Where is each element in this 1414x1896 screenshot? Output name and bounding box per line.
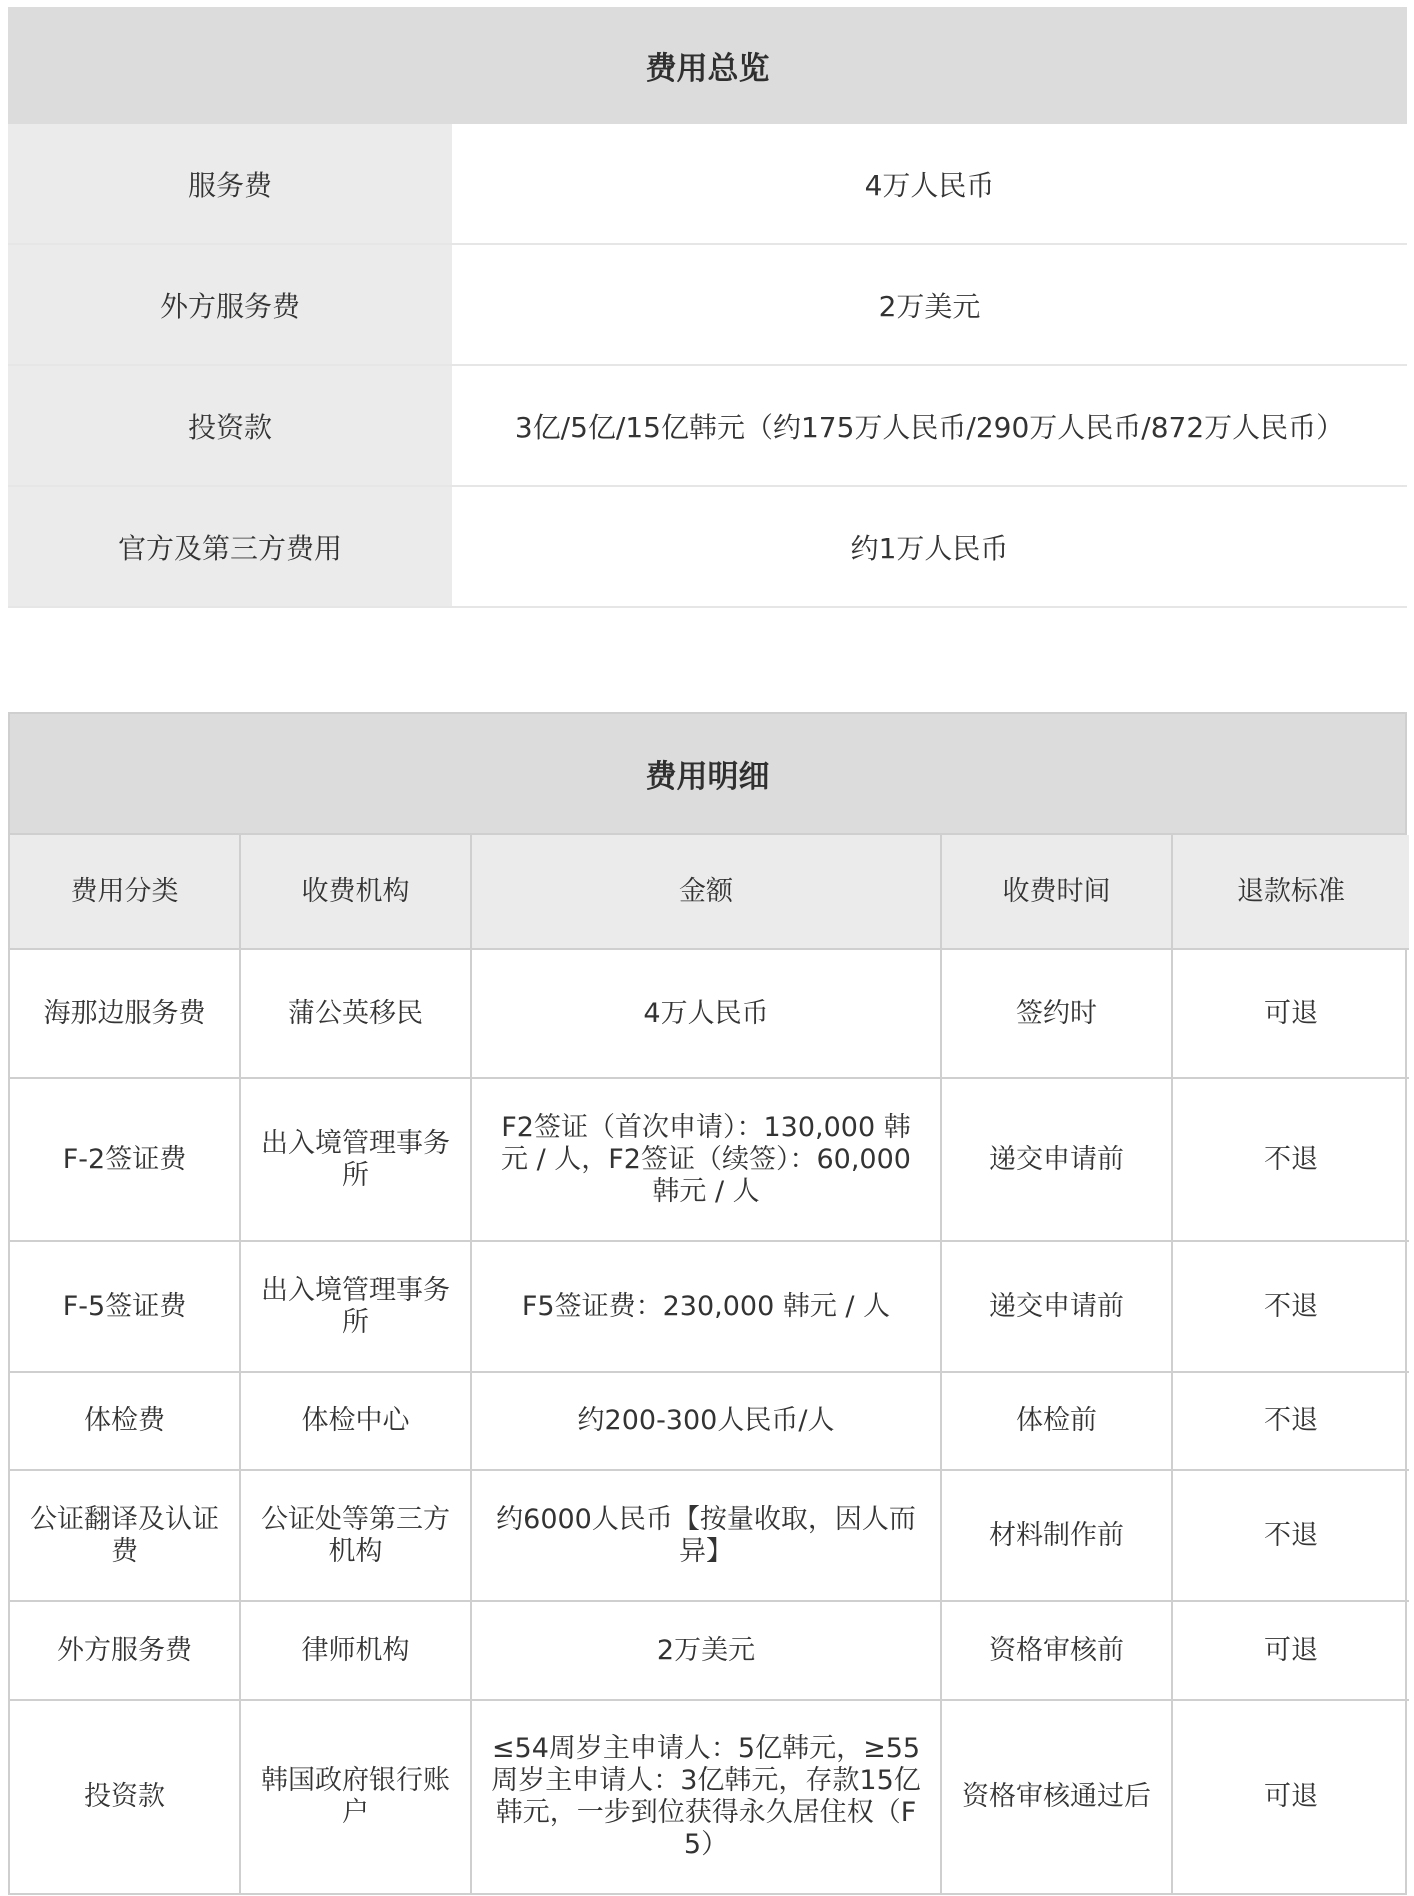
cell-time: 资格审核通过后	[941, 1700, 1172, 1893]
cell-refund: 不退	[1172, 1372, 1409, 1470]
column-header-org: 收费机构	[240, 835, 471, 949]
overview-row-value: 约1万人民币	[452, 487, 1407, 606]
cell-category: 体检费	[10, 1372, 240, 1470]
table-row	[10, 1372, 1409, 1470]
column-header-amount: 金额	[471, 835, 941, 949]
cell-org: 韩国政府银行账户	[240, 1700, 471, 1893]
cell-time: 签约时	[941, 949, 1172, 1078]
cell-amount: 4万人民币	[471, 949, 941, 1078]
cell-time: 材料制作前	[941, 1470, 1172, 1601]
table-row	[10, 1601, 1409, 1700]
cell-category: 公证翻译及认证费	[10, 1470, 240, 1601]
table-row	[10, 1078, 1409, 1241]
fee-detail-table	[8, 712, 1407, 1895]
cell-org: 体检中心	[240, 1372, 471, 1470]
overview-row-value: 2万美元	[452, 245, 1407, 364]
cell-amount: 约6000人民币【按量收取，因人而异】	[471, 1470, 941, 1601]
cell-category: 投资款	[10, 1700, 240, 1893]
table-header-row	[10, 835, 1409, 949]
cell-time: 体检前	[941, 1372, 1172, 1470]
cell-org-link[interactable]: 蒲公英移民	[240, 949, 471, 1078]
column-header-category: 费用分类	[10, 835, 240, 949]
overview-row	[8, 245, 1407, 366]
cell-time: 递交申请前	[941, 1241, 1172, 1372]
cell-org: 公证处等第三方机构	[240, 1470, 471, 1601]
table-row	[10, 1700, 1409, 1893]
fee-detail-grid	[10, 835, 1409, 1893]
column-header-refund: 退款标准	[1172, 835, 1409, 949]
table-row	[10, 1470, 1409, 1601]
overview-row	[8, 124, 1407, 245]
cell-category: F-2签证费	[10, 1078, 240, 1241]
cell-org: 出入境管理事务所	[240, 1078, 471, 1241]
cell-refund: 不退	[1172, 1078, 1409, 1241]
cell-refund: 可退	[1172, 949, 1409, 1078]
overview-row	[8, 487, 1407, 608]
cell-amount: F5签证费：230,000 韩元 / 人	[471, 1241, 941, 1372]
overview-row-label: 外方服务费	[8, 245, 452, 364]
cell-category: 外方服务费	[10, 1601, 240, 1700]
overview-row-value: 3亿/5亿/15亿韩元（约175万人民币/290万人民币/872万人民币）	[452, 366, 1407, 485]
fee-overview-title: 费用总览	[8, 7, 1407, 124]
overview-row-label: 官方及第三方费用	[8, 487, 452, 606]
column-header-time: 收费时间	[941, 835, 1172, 949]
overview-row-label: 服务费	[8, 124, 452, 243]
cell-refund: 可退	[1172, 1700, 1409, 1893]
fee-overview-table	[8, 7, 1407, 608]
table-row	[10, 949, 1409, 1078]
overview-row	[8, 366, 1407, 487]
cell-org: 出入境管理事务所	[240, 1241, 471, 1372]
overview-row-label: 投资款	[8, 366, 452, 485]
cell-amount: 约200-300人民币/人	[471, 1372, 941, 1470]
cell-amount: 2万美元	[471, 1601, 941, 1700]
cell-category: F-5签证费	[10, 1241, 240, 1372]
cell-refund: 不退	[1172, 1241, 1409, 1372]
overview-row-value: 4万人民币	[452, 124, 1407, 243]
fee-detail-title: 费用明细	[10, 714, 1405, 835]
cell-time: 资格审核前	[941, 1601, 1172, 1700]
table-row	[10, 1241, 1409, 1372]
cell-org: 律师机构	[240, 1601, 471, 1700]
cell-refund: 可退	[1172, 1601, 1409, 1700]
cell-time: 递交申请前	[941, 1078, 1172, 1241]
cell-category: 海那边服务费	[10, 949, 240, 1078]
cell-amount: ≤54周岁主申请人：5亿韩元，≥55周岁主申请人：3亿韩元，存款15亿韩元，一步到位获得永久居住权（F5）	[471, 1700, 941, 1893]
cell-amount: F2签证（首次申请）：130,000 韩元 / 人，F2签证（续签）：60,000 韩元 / 人	[471, 1078, 941, 1241]
cell-refund: 不退	[1172, 1470, 1409, 1601]
